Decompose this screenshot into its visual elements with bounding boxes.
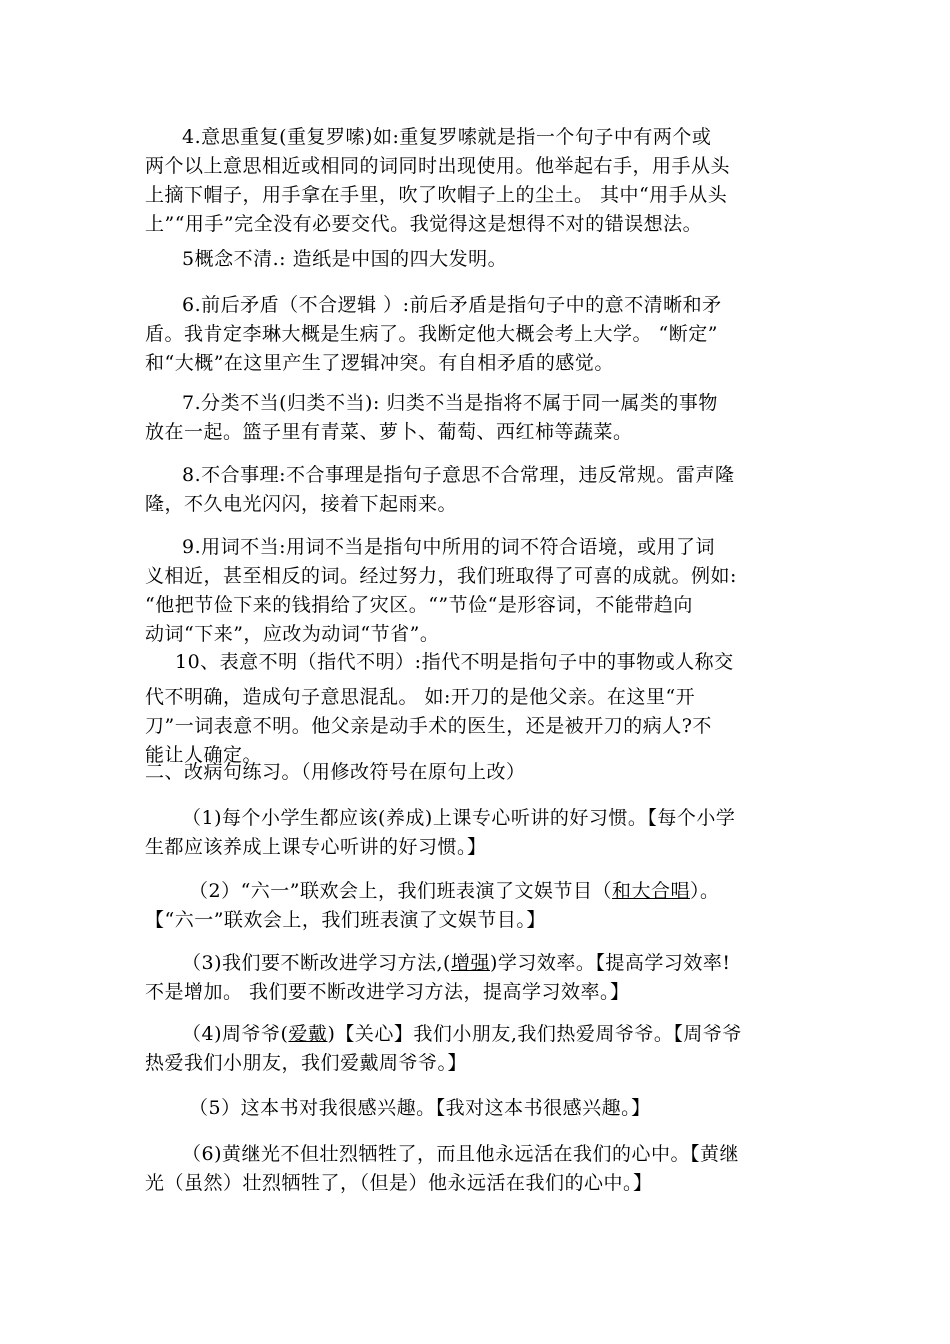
item-5-paragraph <box>145 245 810 274</box>
text-line <box>145 1020 810 1049</box>
item-6-paragraph <box>145 291 810 378</box>
text-line: 4.意思重复(重复罗嗦)如:重复罗嗦就是指一个句子中有两个或 <box>182 126 712 148</box>
text-line: 不是增加。 我们要不断改进学习方法，提高学习效率。】 <box>145 981 630 1003</box>
text-line: “他把节俭下来的钱捐给了灾区。“”节俭“是形容词，不能带趋向 <box>145 594 693 616</box>
text-line: 6.前后矛盾（不合逻辑 ）:前后矛盾是指句子中的意不清晰和矛 <box>182 294 722 316</box>
text-line: 10、表意不明（指代不明）:指代不明是指句子中的事物或人称交 <box>175 651 734 673</box>
exercise-1 <box>145 804 810 862</box>
text-line: 能让人确定。 <box>145 744 263 766</box>
item-7-paragraph <box>145 389 810 447</box>
item-10-continuation <box>145 683 810 770</box>
exercise-2 <box>145 877 810 935</box>
text-line: 隆，不久电光闪闪，接着下起雨来。 <box>145 493 458 515</box>
underlined-word: 爱戴 <box>288 1023 328 1045</box>
text-segment: )学习效率。【提高学习效率! <box>489 952 731 974</box>
item-8-paragraph <box>145 461 810 519</box>
text-line: 光（虽然）壮烈牺牲了，（但是）他永远活在我们的心中。】 <box>145 1172 653 1194</box>
underlined-word: 和大合唱 <box>612 880 691 902</box>
text-line: 热爱我们小朋友，我们爱戴周爷爷。】 <box>145 1052 468 1074</box>
text-line: 盾。我肯定李琳大概是生病了。我断定他大概会考上大学。 “断定” <box>145 323 718 345</box>
text-line: 9.用词不当:用词不当是指句中所用的词不符合语境，或用了词 <box>182 536 716 558</box>
text-line <box>145 877 810 906</box>
text-segment: （3)我们要不断改进学习方法,( <box>182 952 451 974</box>
exercise-6 <box>145 1140 810 1198</box>
text-line: 【“六一”联欢会上，我们班表演了文娱节目。】 <box>145 909 546 931</box>
text-line: 5概念不清.: 造纸是中国的四大发明。 <box>182 248 508 270</box>
text-line: （6)黄继光不但壮烈牺牲了，而且他永远活在我们的心中。【黄继 <box>182 1143 740 1165</box>
exercise-5 <box>145 1094 810 1123</box>
text-line <box>145 949 810 978</box>
exercise-3 <box>145 949 810 1007</box>
exercise-4 <box>145 1020 810 1078</box>
text-line: 义相近，甚至相反的词。经过努力，我们班取得了可喜的成就。例如: <box>145 565 737 587</box>
text-line: 两个以上意思相近或相同的词同时出现使用。他举起右手，用手从头 <box>145 155 731 177</box>
text-segment: （4)周爷爷( <box>182 1023 289 1045</box>
text-line: 上”“用手”完全没有必要交代。我觉得这是想得不对的错误想法。 <box>145 213 703 235</box>
text-line: 8.不合事理:不合事理是指句子意思不合常理，违反常规。雷声隆 <box>182 464 735 486</box>
text-segment: （2）“六一”联欢会上，我们班表演了文娱节目（ <box>189 880 613 902</box>
text-line: 和“大概”在这里产生了逻辑冲突。有自相矛盾的感觉。 <box>145 352 614 374</box>
item-9-paragraph <box>145 533 810 649</box>
item-4-paragraph <box>145 123 810 239</box>
underlined-word: 增强 <box>450 952 490 974</box>
text-line: 上摘下帽子，用手拿在手里，吹了吹帽子上的尘土。 其中“用手从头 <box>145 184 728 206</box>
heading-text: 二、改病句练习。（用修改符号在原句上改） <box>145 761 526 783</box>
text-line: 放在一起。篮子里有青菜、萝卜、葡萄、西红柿等蔬菜。 <box>145 421 633 443</box>
text-segment: ）。 <box>690 880 720 902</box>
text-line: （1)每个小学生都应该(养成)上课专心听讲的好习惯。【每个小学 <box>182 807 736 829</box>
section-2-heading <box>145 758 810 787</box>
text-line: 7.分类不当(归类不当): 归类不当是指将不属于同一属类的事物 <box>182 392 718 414</box>
text-line: （5）这本书对我很感兴趣。【我对这本书很感兴趣。】 <box>189 1097 651 1119</box>
text-line: 动词“下来”，应改为动词“节省”。 <box>145 623 440 645</box>
text-segment: )【关心】我们小朋友,我们热爱周爷爷。【周爷爷 <box>327 1023 742 1045</box>
item-10-paragraph <box>145 648 810 677</box>
text-line: 代不明确，造成句子意思混乱。 如:开刀的是他父亲。在这里“开 <box>145 686 696 708</box>
text-line: 刀”一词表意不明。他父亲是动手术的医生，还是被开刀的病人?不 <box>145 715 712 737</box>
text-line: 生都应该养成上课专心听讲的好习惯。】 <box>145 836 487 858</box>
